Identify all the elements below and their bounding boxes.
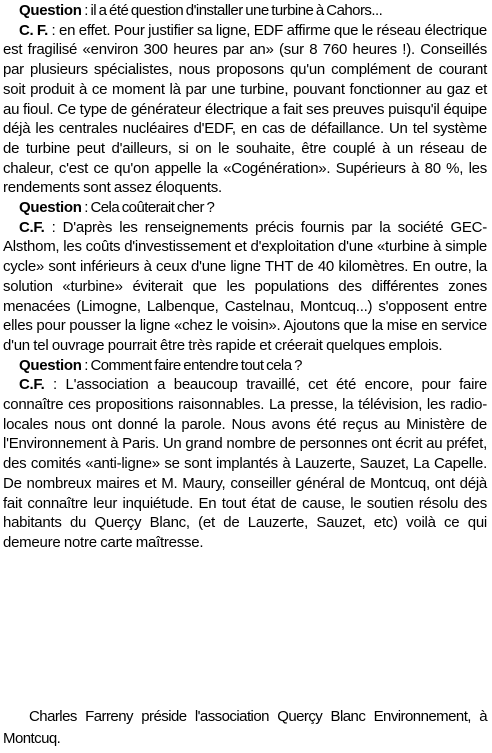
speaker-label: Question [19, 199, 82, 217]
exchange-answer-3 [3, 375, 487, 552]
speaker-label: C. F. [19, 21, 48, 39]
exchange-text: : il a été question d'installer une turbine à Cahors... [81, 2, 383, 19]
author-signature: Charles Farreny préside l'association Querçy Blanc Environnement, à Montcuq. [3, 708, 487, 747]
speaker-label: Question [19, 2, 82, 19]
exchange-question-1 [3, 1, 487, 21]
exchange-text: : L'association a beaucoup travaillé, cet été encore, pour faire connaître ces propositions raisonnables. La presse, la télévision, les radio-locales nous ont donné la parole. Nous avons été reçus au Ministère de l'Environnement à Paris. Un grand nombre de personnes ont écrit au préfet, des comités «anti-ligne» se sont implantés à Lauzerte, Sauzet, La Capelle. De nombreux maires et M. Maury, conseiller général de Montcuq, ont déjà fait connaître leur inquiétude. En tout état de cause, le soutien résolu des habitants du Querçy Blanc, (et de Lauzerte, Sauzet, etc) voilà ce qui demeure notre carte maîtresse. [3, 376, 487, 551]
exchange-answer-1 [3, 21, 487, 198]
speaker-label: C.F. [19, 376, 45, 394]
exchange-text: : Cela coûterait cher ? [81, 199, 215, 217]
exchange-question-3 [3, 356, 487, 376]
speaker-label: Question [19, 356, 82, 374]
exchange-question-2 [3, 198, 487, 218]
speaker-label: C.F. [19, 218, 45, 236]
exchange-text: : Comment faire entendre tout cela ? [81, 356, 302, 374]
exchange-text: : D'après les renseignements précis fournis par la société GEC-Alsthom, les coûts d'investissement et d'exploitation d'une «turbine à simple cycle» sont inférieurs à ceux d'une ligne THT de 40 kilomètres. En outre, la solution «turbine» éviterait que les populations des différentes zones menacées (Limogne, Lalbenque, Castelnau, Montcuq...) s'opposent entre elles pour pousser la ligne «chez le voisin». Ajoutons que la mise en service d'un tel ouvrage pourrait être très rapide et créerait quelques emplois. [3, 218, 487, 354]
exchange-text: : en effet. Pour justifier sa ligne, EDF affirme que le réseau électrique est fragilisé «environ 300 heures par an» (sur 8 760 heures !). Conseillés par plusieurs spécialistes, nous proposons qu'un complément de courant soit produit à ce moment là par une turbine, pouvant fonctionner au gaz et au fioul. Ce type de générateur électrique a fait ses preuves puisqu'il équipe déjà les centrales nucléaires d'EDF, en cas de défaillance. Un tel système de turbine peut d'ailleurs, si on le souhaite, être couplé à un réseau de chaleur, c'est ce qu'on appelle la «Cogénération». Supérieurs à 80 %, les rendements sont assez éloquents. [3, 21, 487, 197]
exchange-answer-2 [3, 218, 487, 356]
